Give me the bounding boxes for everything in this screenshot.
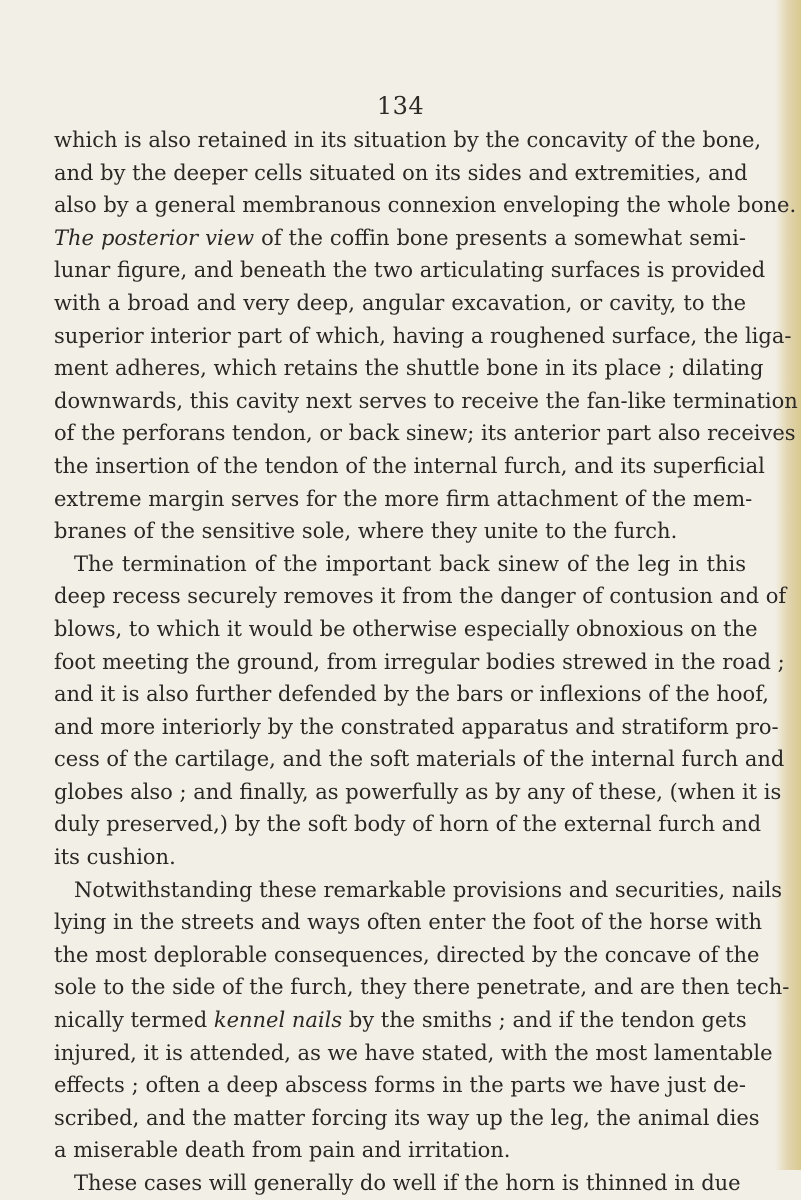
text-line <box>54 646 785 679</box>
text-line <box>54 971 790 1004</box>
text-line <box>54 222 746 255</box>
text-line <box>54 874 783 907</box>
text-line <box>54 678 769 711</box>
text-line <box>54 515 746 548</box>
text-line <box>54 189 797 222</box>
text-segment: nically termed <box>54 1008 214 1033</box>
text-line <box>54 157 746 190</box>
text-segment: a miserable death from pain and irritation. <box>54 1138 511 1163</box>
text-segment: cess of the cartilage, and the soft materials of the internal furch and <box>54 747 785 772</box>
text-segment: the insertion of the tendon of the internal furch, and its superficial <box>54 453 765 478</box>
text-segment: branes of the sensitive sole, where they unite to the furch. <box>54 519 678 544</box>
text-segment: superior interior part of which, having a roughened surface, the liga- <box>54 323 792 348</box>
text-line <box>54 483 753 516</box>
text-line <box>54 939 760 972</box>
italic-term: kennel nails <box>213 1008 343 1033</box>
text-line <box>54 450 765 483</box>
text-segment: of the coffin bone presents a somewhat semi- <box>254 225 746 250</box>
text-segment: the most deplorable consequences, directed by the concave of the <box>54 942 760 967</box>
italic-term: The posterior view <box>54 225 255 250</box>
text-line <box>54 254 766 287</box>
text-segment: its cushion. <box>54 845 176 870</box>
text-segment: and more interiorly by the constrated apparatus and stratiform pro- <box>54 714 779 739</box>
text-segment: which is also retained in its situation by the concavity of the bone, <box>54 128 762 152</box>
text-line <box>54 841 746 874</box>
text-segment: deep recess securely removes it from the danger of contusion and of <box>54 584 787 609</box>
body-text <box>54 124 798 1200</box>
text-line <box>54 776 782 809</box>
text-segment: blows, to which it would be otherwise especially obnoxious on the <box>54 616 758 641</box>
text-segment: foot meeting the ground, from irregular bodies strewed in the road ; <box>54 649 785 674</box>
text-segment: and by the deeper cells situated on its sides and extremities, and <box>54 160 748 185</box>
text-segment: effects ; often a deep abscess forms in the parts we have just de- <box>54 1073 746 1098</box>
page-number: 134 <box>376 92 425 120</box>
text-segment: ment adheres, which retains the shuttle bone in its place ; dilating <box>54 356 764 381</box>
text-line <box>54 1134 746 1167</box>
text-line <box>54 613 758 646</box>
text-line <box>54 743 785 776</box>
text-segment: duly preserved,) by the soft body of horn of the external furch and <box>54 812 762 837</box>
text-line <box>54 1037 773 1070</box>
text-line <box>54 352 764 385</box>
text-segment: extreme margin serves for the more firm attachment of the mem- <box>54 486 753 511</box>
text-segment: of the perforans tendon, or back sinew; its anterior part also receives <box>54 421 796 446</box>
text-line <box>54 320 792 353</box>
text-line <box>54 906 763 939</box>
text-segment: and it is also further defended by the bars or inflexions of the hoof, <box>54 682 769 707</box>
text-segment: lunar figure, and beneath the two articulating surfaces is provided <box>54 258 766 283</box>
text-line <box>54 1167 746 1200</box>
text-segment: scribed, and the matter forcing its way up the leg, the animal dies <box>54 1105 760 1130</box>
text-line <box>54 1102 760 1135</box>
text-line <box>54 808 762 841</box>
text-segment: with a broad and very deep, angular excavation, or cavity, to the <box>54 290 746 315</box>
text-segment: injured, it is attended, as we have stated, with the most lamentable <box>54 1040 773 1065</box>
text-line <box>54 1069 746 1102</box>
text-segment: These cases will generally do well if the horn is thinned in due <box>74 1171 741 1195</box>
text-line <box>54 385 798 418</box>
text-segment: lying in the streets and ways often enter the foot of the horse with <box>54 910 763 935</box>
text-segment: Notwithstanding these remarkable provisions and securities, nails <box>74 877 783 902</box>
text-segment: The termination of the important back sinew of the leg in this <box>74 551 746 576</box>
text-line <box>54 287 746 320</box>
text-segment: globes also ; and finally, as powerfully as by any of these, (when it is <box>54 779 782 804</box>
text-segment: by the smiths ; and if the tendon gets <box>342 1008 747 1033</box>
text-line <box>54 1004 746 1037</box>
text-segment: downwards, this cavity next serves to receive the fan-like termination <box>54 388 798 413</box>
text-segment: also by a general membranous connexion enveloping the whole bone. <box>54 193 797 218</box>
text-line <box>54 417 796 450</box>
text-line <box>54 580 787 613</box>
text-line <box>54 711 779 744</box>
text-segment: sole to the side of the furch, they there penetrate, and are then tech- <box>54 975 790 1000</box>
text-line <box>54 548 746 581</box>
text-line <box>54 124 762 157</box>
